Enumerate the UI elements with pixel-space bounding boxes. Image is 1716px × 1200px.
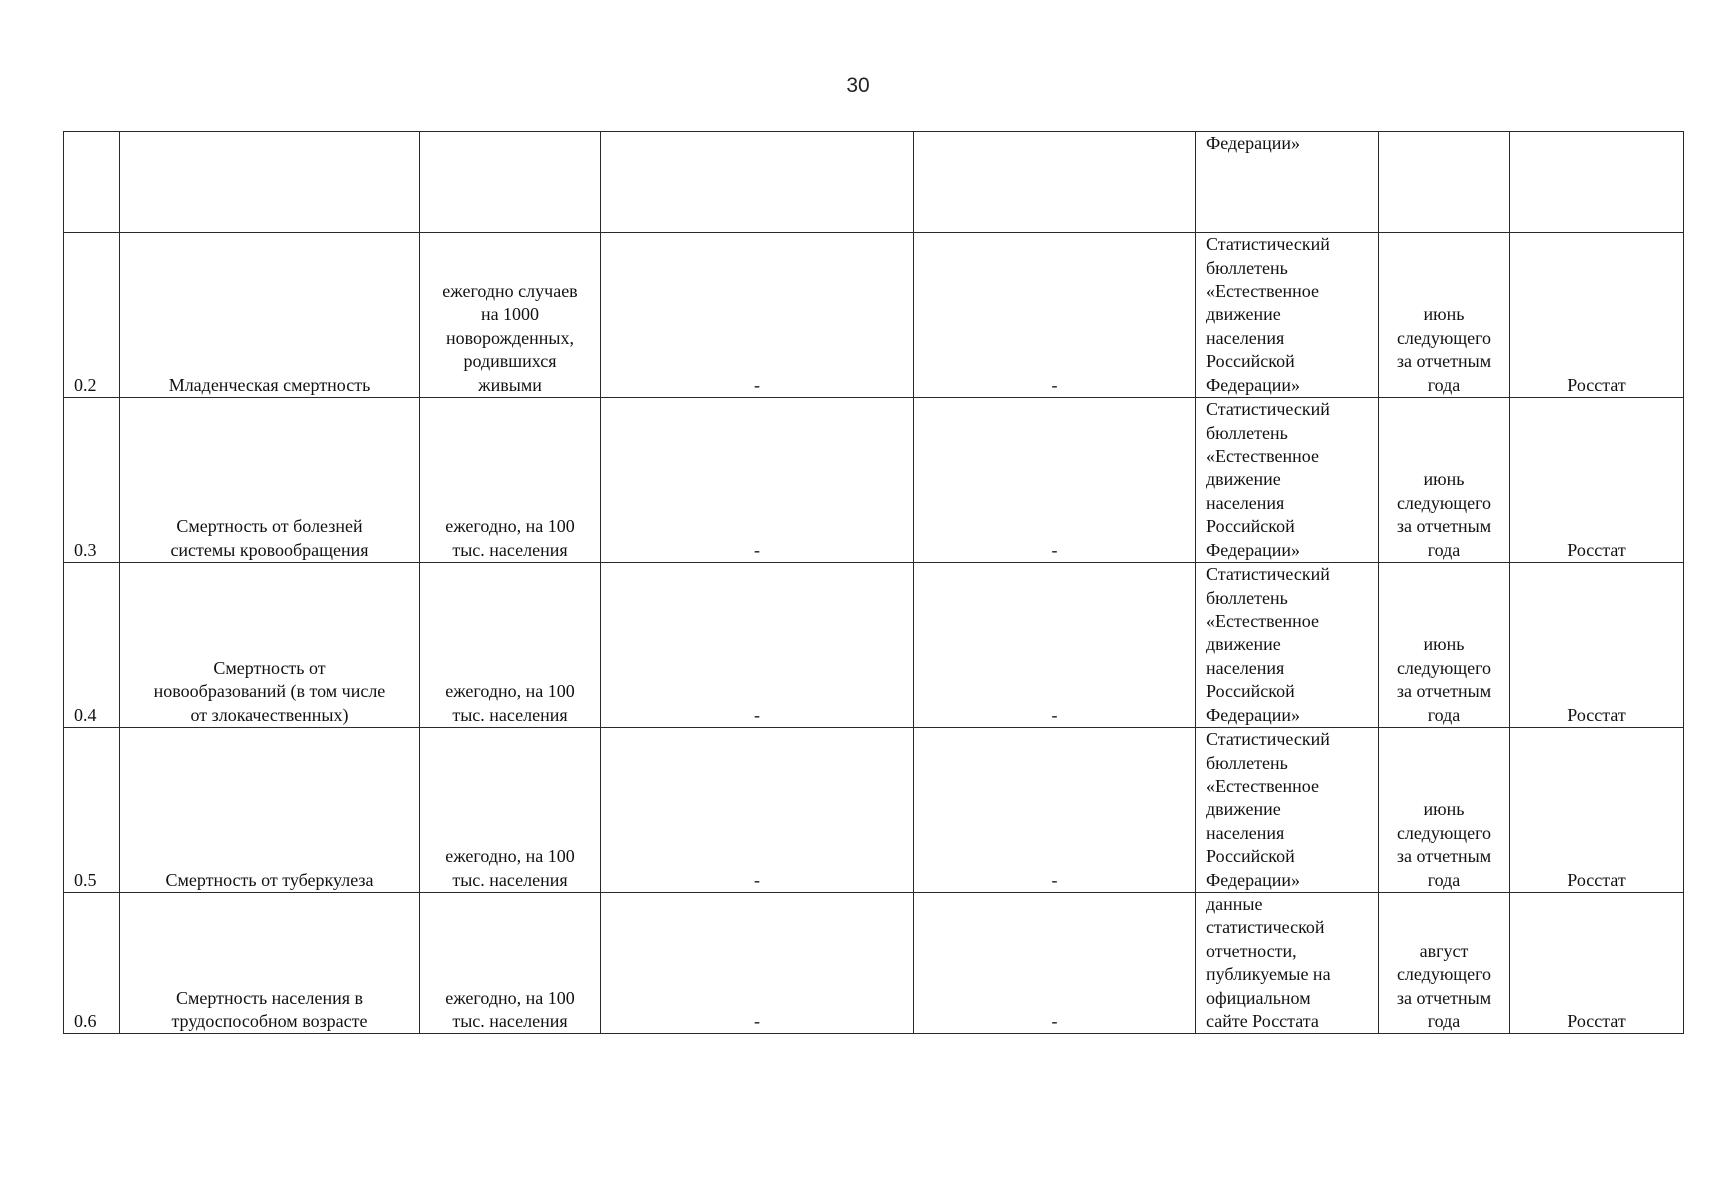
dash-value: -: [1051, 539, 1058, 560]
indicator-name: Смертность от болезней системы кровообращения: [170, 516, 369, 560]
indicator-name: Смертность от новообразований (в том числе от злокачественных): [153, 657, 386, 725]
row-number: 0.6: [74, 1011, 97, 1032]
cell-unit: [420, 893, 601, 1034]
cell-num: [64, 893, 120, 1034]
source-text: Статистический бюллетень «Естественное движение населения Российской Федерации»: [1206, 729, 1330, 890]
cell-col4: [601, 563, 914, 728]
cell-col5: [914, 233, 1196, 398]
cell-num: [64, 132, 120, 233]
cell-col5: [914, 728, 1196, 893]
cell-term: [1379, 563, 1510, 728]
org-text: Росстат: [1567, 374, 1626, 395]
cell-unit: [420, 728, 601, 893]
table-row: [64, 893, 1684, 1034]
source-text: данные статистической отчетности, публикуемые на официальном сайте Росстата: [1206, 894, 1331, 1032]
cell-col4: [601, 233, 914, 398]
dash-value: -: [1051, 1011, 1058, 1032]
dash-value: -: [754, 704, 760, 725]
cell-col4: [601, 893, 914, 1034]
table-row: [64, 563, 1684, 728]
indicator-unit: ежегодно, на 100 тыс. населения: [445, 987, 575, 1032]
indicator-unit: ежегодно, на 100 тыс. населения: [445, 516, 575, 560]
cell-source: [1196, 233, 1379, 398]
indicator-unit: ежегодно случаев на 1000 новорожденных, родившихся живыми: [442, 280, 578, 395]
source-text: Статистический бюллетень «Естественное движение населения Российской Федерации»: [1206, 399, 1330, 560]
cell-name: [120, 893, 420, 1034]
org-text: Росстат: [1567, 869, 1626, 890]
dash-value: -: [1051, 869, 1058, 890]
cell-term: [1379, 728, 1510, 893]
table-row-continuation: [64, 132, 1684, 233]
table-row: [64, 398, 1684, 563]
indicator-unit: ежегодно, на 100 тыс. населения: [445, 681, 575, 725]
cell-org: [1510, 728, 1684, 893]
org-text: Росстат: [1567, 539, 1626, 560]
cell-source: [1196, 132, 1379, 233]
cell-col5: [914, 132, 1196, 233]
table-row: [64, 233, 1684, 398]
cell-col5: [914, 563, 1196, 728]
cell-col4: [601, 728, 914, 893]
cell-source: [1196, 398, 1379, 563]
source-text: Статистический бюллетень «Естественное движение населения Российской Федерации»: [1206, 234, 1330, 395]
page-number: 30: [846, 74, 870, 97]
term-text: август следующего за отчетным года: [1396, 940, 1492, 1032]
cell-term: [1379, 893, 1510, 1034]
term-text: июнь следующего за отчетным года: [1396, 634, 1492, 725]
indicator-name: Смертность населения в трудоспособном возрасте: [171, 987, 368, 1032]
table-row: [64, 728, 1684, 893]
cell-col5: [914, 398, 1196, 563]
term-text: июнь следующего за отчетным года: [1396, 799, 1492, 890]
cell-org: [1510, 563, 1684, 728]
cell-org: [1510, 132, 1684, 233]
row-number: 0.4: [74, 704, 97, 725]
cell-col5: [914, 893, 1196, 1034]
term-text: июнь следующего за отчетным года: [1396, 304, 1492, 395]
cell-name: [120, 132, 420, 233]
dash-value: -: [754, 1011, 760, 1032]
row-number: 0.5: [74, 869, 97, 890]
cell-name: [120, 728, 420, 893]
cell-unit: [420, 563, 601, 728]
cell-term: [1379, 233, 1510, 398]
indicators-table: [63, 131, 1684, 1034]
cell-col4: [601, 132, 914, 233]
dash-value: -: [754, 539, 760, 560]
cell-name: [120, 398, 420, 563]
cell-name: [120, 563, 420, 728]
cell-num: [64, 398, 120, 563]
source-text: Статистический бюллетень «Естественное движение населения Российской Федерации»: [1206, 564, 1330, 725]
row-number: 0.3: [74, 539, 97, 560]
cell-org: [1510, 233, 1684, 398]
org-text: Росстат: [1567, 704, 1626, 725]
cell-unit: [420, 233, 601, 398]
cell-col4: [601, 398, 914, 563]
indicator-name: Младенческая смертность: [168, 374, 371, 395]
cell-unit: [420, 132, 601, 233]
indicator-name: Смертность от туберкулеза: [165, 869, 374, 890]
cell-source: [1196, 728, 1379, 893]
cell-num: [64, 233, 120, 398]
source-text: Федерации»: [1206, 133, 1301, 153]
org-text: Росстат: [1567, 1011, 1626, 1032]
cell-term: [1379, 398, 1510, 563]
cell-unit: [420, 398, 601, 563]
cell-org: [1510, 398, 1684, 563]
term-text: июнь следующего за отчетным года: [1396, 469, 1492, 560]
row-number: 0.2: [74, 374, 97, 395]
cell-source: [1196, 893, 1379, 1034]
cell-num: [64, 563, 120, 728]
cell-org: [1510, 893, 1684, 1034]
dash-value: -: [1051, 374, 1058, 395]
cell-source: [1196, 563, 1379, 728]
dash-value: -: [754, 374, 760, 395]
cell-num: [64, 728, 120, 893]
dash-value: -: [1051, 704, 1058, 725]
cell-name: [120, 233, 420, 398]
dash-value: -: [754, 869, 760, 890]
indicator-unit: ежегодно, на 100 тыс. населения: [445, 846, 575, 890]
cell-term: [1379, 132, 1510, 233]
